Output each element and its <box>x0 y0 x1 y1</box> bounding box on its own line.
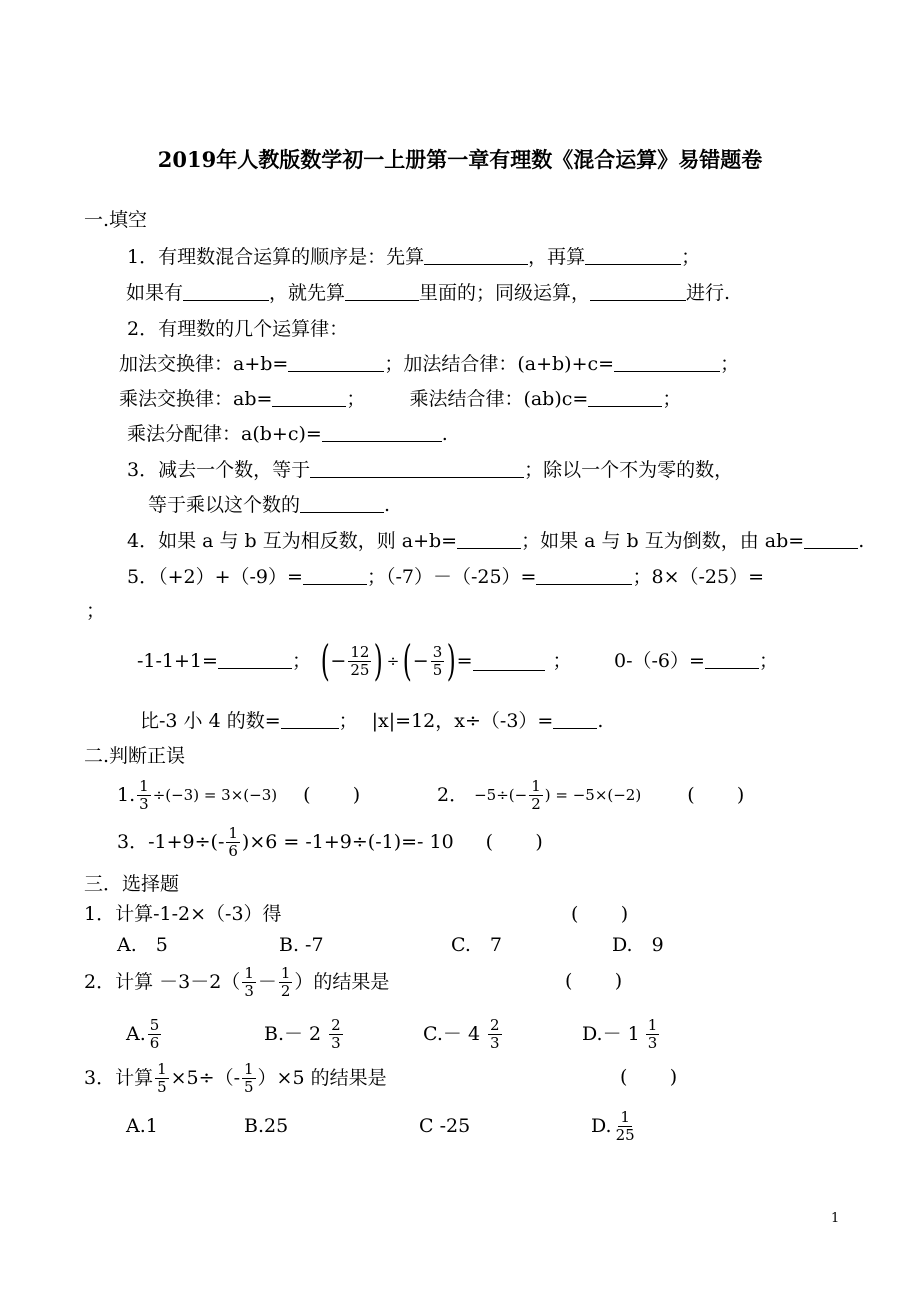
fraction-1-5 <box>242 1061 256 1096</box>
option-label: C.－ 4 <box>423 1023 481 1045</box>
option-label: D.－ 1 <box>582 1023 640 1045</box>
semicolon: ； <box>291 650 311 672</box>
paren-right-icon: ) <box>374 636 384 685</box>
judge-q1 <box>117 773 360 817</box>
fraction-numerator: 1 <box>647 1015 658 1034</box>
choice-q2-stem <box>84 960 389 1004</box>
choice-q3-mid: ×5÷（- <box>170 1067 240 1089</box>
choice-q3-option-a[interactable]: A.1 <box>126 1115 158 1137</box>
choice-q2-option-b[interactable] <box>264 1012 345 1056</box>
q1-text-g: 进行. <box>686 282 731 304</box>
judge-q1-answer[interactable]: ( ) <box>303 784 361 806</box>
choice-q3-pre: 3．计算 <box>84 1067 154 1089</box>
fraction-numerator: 1 <box>139 776 149 795</box>
fraction-numerator: 1 <box>280 963 291 982</box>
q1-text-c: ； <box>681 246 701 268</box>
fraction-1-2 <box>529 778 543 813</box>
judge-q1-label: 1. <box>117 784 136 806</box>
choice-q3-option-b[interactable]: B.25 <box>244 1115 289 1137</box>
fraction-numerator: 1 <box>228 823 238 842</box>
paren-left-icon: ( <box>403 636 413 685</box>
q1-text-b: ，再算 <box>528 246 586 268</box>
q5-text-i: 0-（-6）= <box>614 650 705 672</box>
q3-line2 <box>148 494 390 516</box>
q4-line <box>127 530 864 552</box>
judge-q2-answer[interactable]: ( ) <box>687 784 745 806</box>
judge-q3-answer[interactable]: ( ) <box>485 831 543 853</box>
mul-assoc-label: 乘法结合律：(ab)c= <box>409 388 589 410</box>
q1-text-d: 如果有 <box>126 282 184 304</box>
judge-q3-pre: -1+9÷(- <box>148 831 225 853</box>
choice-q1-option-d[interactable]: D. 9 <box>612 934 664 956</box>
q5-line2c <box>614 650 778 672</box>
dist-label: 乘法分配律：a(b+c)= <box>127 423 322 445</box>
fraction-1-6 <box>226 825 240 860</box>
minus-sign: − <box>412 650 429 672</box>
blank-reciprocal-product[interactable] <box>804 530 858 549</box>
fraction-numerator: 1 <box>620 1107 630 1126</box>
choice-q1-answer[interactable]: ( ) <box>571 903 629 925</box>
fraction-1-5 <box>155 1061 169 1096</box>
divide-sign: ÷ <box>386 652 400 670</box>
choice-q1-stem: 1．计算-1-2×（-3）得 <box>84 903 282 925</box>
q5-fraction-expression <box>320 633 572 689</box>
section-3-heading: 三．选择题 <box>84 873 180 895</box>
fraction-1-2 <box>279 965 293 1000</box>
blank-reciprocal[interactable] <box>300 494 384 513</box>
judge-q3-post: )×6 = -1+9÷(-1)=- 10 <box>241 831 454 853</box>
fraction-5-6 <box>148 1017 162 1052</box>
equals-sign: = <box>456 650 473 672</box>
semicolon: ； <box>758 650 778 672</box>
q4-text-b: ；如果 a 与 b 互为倒数，由 ab= <box>521 530 805 552</box>
section-2-heading: 二.判断正误 <box>84 745 186 767</box>
q3-line1 <box>127 459 733 481</box>
period: . <box>858 530 865 552</box>
q1-text-a: 1．有理数混合运算的顺序是：先算 <box>127 246 425 268</box>
q2-line2 <box>119 388 681 410</box>
choice-q2-option-d[interactable] <box>582 1012 661 1056</box>
fraction-numerator: 1 <box>531 776 541 795</box>
blank-q5-i[interactable] <box>705 650 759 669</box>
fraction-12-25 <box>348 644 371 679</box>
q5-semicolon: ； <box>86 600 106 622</box>
judge-q1-expression: ÷(−3) = 3×(−3) <box>152 786 278 804</box>
q3-text-a: 3．减去一个数，等于 <box>127 459 311 481</box>
q1-text-f: 里面的；同级运算， <box>419 282 591 304</box>
period: . <box>597 710 604 732</box>
fraction-denominator: 25 <box>350 660 370 679</box>
choice-q2-answer[interactable]: ( ) <box>565 970 623 992</box>
q5-text-a: 5．（+2）+（-9）= <box>127 566 303 588</box>
blank-add-comm[interactable] <box>288 353 384 372</box>
fraction-numerator: 1 <box>244 963 254 982</box>
blank-mul-comm[interactable] <box>272 388 346 407</box>
blank-dist[interactable] <box>322 423 442 442</box>
q5-text-c: ；8×（-25）= <box>632 566 765 588</box>
fraction-denominator: 5 <box>157 1077 167 1096</box>
q2-line3 <box>127 423 448 445</box>
option-label: A. <box>126 1023 146 1045</box>
fraction-numerator: 3 <box>432 642 443 661</box>
blank-q5-b[interactable] <box>536 566 632 585</box>
option-label: B.－ 2 <box>264 1023 322 1045</box>
fraction-denominator: 25 <box>615 1125 635 1144</box>
section-1-heading: 一.填空 <box>84 209 148 231</box>
fraction-denominator: 2 <box>531 794 541 813</box>
choice-q1-option-a[interactable]: A. 5 <box>117 934 168 956</box>
fraction-denominator: 3 <box>331 1033 341 1052</box>
q1-line2 <box>126 282 730 304</box>
q5-line3 <box>140 710 603 732</box>
q2-heading: 2．有理数的几个运算律： <box>127 318 349 340</box>
blank-if-have[interactable] <box>183 282 269 301</box>
semicolon: ； <box>384 353 404 375</box>
fraction-numerator: 2 <box>331 1015 341 1034</box>
judge-q2-pre: −5÷(− <box>474 786 528 804</box>
fraction-denominator: 3 <box>490 1033 500 1052</box>
fraction-denominator: 6 <box>149 1033 160 1052</box>
blank-order-then[interactable] <box>585 246 681 265</box>
choice-q1-option-c[interactable]: C. 7 <box>451 934 502 956</box>
page-number: 1 <box>831 1211 840 1226</box>
blank-opposite-sum[interactable] <box>457 530 521 549</box>
period: . <box>384 494 391 516</box>
fraction-denominator: 5 <box>244 1077 254 1096</box>
fraction-denominator: 6 <box>228 841 238 860</box>
blank-q5-a[interactable] <box>303 566 367 585</box>
minus-sign: － <box>257 971 277 993</box>
fraction-numerator: 5 <box>149 1015 160 1034</box>
choice-q2-post: ）的结果是 <box>294 971 390 993</box>
fraction-1-25 <box>614 1109 637 1144</box>
q5-text-e: -1-1+1= <box>137 650 218 672</box>
semicolon: ； <box>552 650 572 672</box>
choice-q2-pre: 2．计算 －3－2（ <box>84 971 241 993</box>
semicolon: ； <box>720 353 740 375</box>
choice-q3-post: ）×5 的结果是 <box>257 1067 387 1089</box>
choice-q1-option-b[interactable]: B. -7 <box>279 934 324 956</box>
period: . <box>441 423 448 445</box>
blank-order-first[interactable] <box>424 246 528 265</box>
fraction-denominator: 5 <box>432 660 443 679</box>
judge-q2 <box>437 773 744 817</box>
choice-q3-option-d[interactable] <box>591 1104 639 1148</box>
choice-q3-option-c[interactable]: C -25 <box>419 1115 471 1137</box>
choice-q3-stem <box>84 1056 387 1100</box>
q2-line1 <box>119 353 739 375</box>
fraction-numerator: 1 <box>157 1059 167 1078</box>
blank-q5-e[interactable] <box>218 650 292 669</box>
fraction-1-3 <box>137 778 151 813</box>
fraction-3-5 <box>431 644 445 679</box>
page-title: 2019年人教版数学初一上册第一章有理数《混合运算》易错题卷 <box>157 147 763 172</box>
judge-q2-post: ) = −5×(−2) <box>544 786 642 804</box>
semicolon: ； <box>338 710 358 732</box>
fraction-denominator: 3 <box>647 1033 658 1052</box>
judge-q2-label: 2． <box>437 784 469 806</box>
blank-same-level[interactable] <box>590 282 686 301</box>
paren-right-icon: ) <box>446 636 456 685</box>
q5-text-k: 比-3 小 4 的数= <box>140 710 281 732</box>
option-label: D. <box>591 1115 612 1137</box>
q5-line2a <box>137 650 311 672</box>
blank-add-assoc[interactable] <box>614 353 720 372</box>
blank-q5-fraction[interactable] <box>473 652 545 671</box>
judge-q3 <box>117 820 543 864</box>
fraction-numerator: 1 <box>244 1059 254 1078</box>
semicolon: ； <box>662 388 682 410</box>
q1-text-e: ，就先算 <box>269 282 346 304</box>
paren-left-icon: ( <box>320 636 330 685</box>
choice-q2-option-c[interactable] <box>423 1012 504 1056</box>
choice-q3-answer[interactable]: ( ) <box>620 1066 678 1088</box>
fraction-numerator: 2 <box>490 1015 500 1034</box>
q5-text-b: ；（-7）－（-25）= <box>366 566 537 588</box>
add-assoc-label: 加法结合律：(a+b)+c= <box>403 353 615 375</box>
fraction-denominator: 3 <box>244 981 254 1000</box>
blank-q5-k[interactable] <box>281 710 339 729</box>
semicolon: ； <box>346 388 366 410</box>
mul-comm-label: 乘法交换律：ab= <box>119 388 273 410</box>
fraction-denominator: 3 <box>139 794 149 813</box>
q5-line1 <box>127 566 764 588</box>
q3-text-b: ；除以一个不为零的数， <box>524 459 734 481</box>
choice-q2-option-a[interactable] <box>126 1012 163 1056</box>
minus-sign: − <box>330 650 347 672</box>
fraction-1-3 <box>242 965 256 1000</box>
q5-text-m: |x|=12，x÷（-3）= <box>371 710 554 732</box>
add-comm-label: 加法交换律：a+b= <box>119 353 289 375</box>
blank-mul-assoc[interactable] <box>588 388 662 407</box>
judge-q3-label: 3． <box>117 831 149 853</box>
fraction-1-3 <box>646 1017 660 1052</box>
blank-subtract[interactable] <box>310 459 524 478</box>
blank-first-calc[interactable] <box>345 282 419 301</box>
fraction-numerator: 12 <box>350 642 370 661</box>
fraction-2-3 <box>488 1017 502 1052</box>
fraction-2-3 <box>329 1017 343 1052</box>
blank-q5-m[interactable] <box>553 710 597 729</box>
q3-text-c: 等于乘以这个数的 <box>148 494 301 516</box>
q4-text-a: 4．如果 a 与 b 互为相反数，则 a+b= <box>127 530 458 552</box>
q1-line1 <box>127 246 700 268</box>
fraction-denominator: 2 <box>280 981 291 1000</box>
